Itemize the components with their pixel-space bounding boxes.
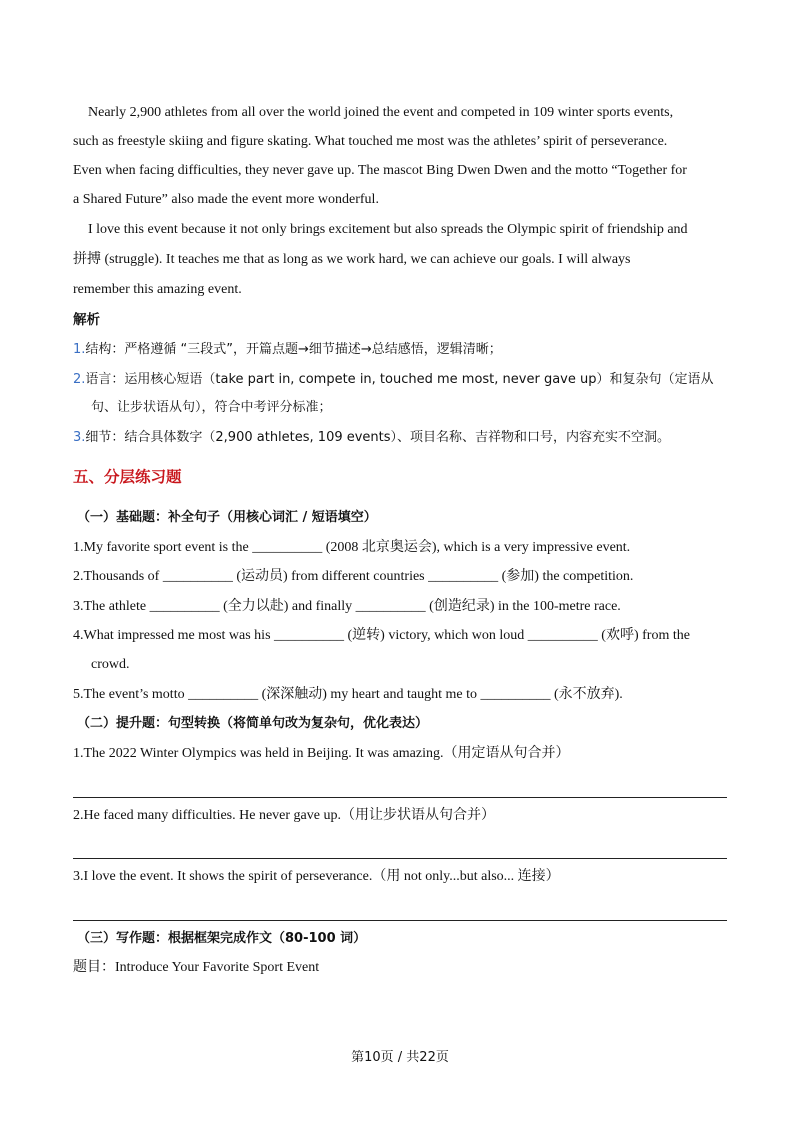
part3-title: （三）写作题：根据框架完成作文（80-100 词） <box>77 931 367 946</box>
question-3: 3.The athlete __________ (全力以赴) and finally __________ (创造纪录) in the 100-metre race. <box>73 599 621 614</box>
item-number: 2. <box>73 372 86 387</box>
essay-line: I love this event because it not only brings excitement but also spreads the Olympic spirit of friendship and <box>88 222 688 237</box>
writing-topic: 题目：Introduce Your Favorite Sport Event <box>73 960 320 975</box>
question-4-continued: crowd. <box>91 657 130 672</box>
question-2: 2.Thousands of __________ (运动员) from different countries __________ (参加) the competition. <box>73 569 634 584</box>
answer-line <box>73 858 727 859</box>
essay-line: 拼搏 (struggle). It teaches me that as long as we work hard, we can achieve our goals. I will always <box>73 252 631 267</box>
question-5: 5.The event’s motto __________ (深深触动) my heart and taught me to __________ (永不放弃). <box>73 687 623 702</box>
essay-line: a Shared Future” also made the event more wonderful. <box>73 192 379 207</box>
answer-line <box>73 920 727 921</box>
item-number: 1. <box>73 342 86 357</box>
part2-title: （二）提升题：句型转换（将简单句改为复杂句，优化表达） <box>77 716 429 731</box>
analysis-item <box>73 371 730 389</box>
transform-question-1: 1.The 2022 Winter Olympics was held in Beijing. It was amazing.（用定语从句合并） <box>73 746 570 761</box>
item-number: 3. <box>73 430 86 445</box>
item-text: 语言：运用核心短语（take part in, compete in, touched me most, never gave up）和复杂句（定语从 <box>85 372 714 387</box>
analysis-item <box>73 429 730 447</box>
analysis-heading: 解析 <box>73 312 100 328</box>
essay-line: remember this amazing event. <box>73 282 242 297</box>
item-text-continued: 句、让步状语从句），符合中考评分标准； <box>91 400 332 415</box>
item-text: 细节：结合具体数字（2,900 athletes, 109 events）、项目名称、吉祥物和口号，内容充实不空洞。 <box>85 430 671 445</box>
question-4: 4.What impressed me most was his __________ (逆转) victory, which won loud __________ (欢呼) from the <box>73 628 690 643</box>
answer-line <box>73 797 727 798</box>
essay-line: Nearly 2,900 athletes from all over the world joined the event and competed in 109 winter sports events, <box>88 105 674 120</box>
essay-line: Even when facing difficulties, they never gave up. The mascot Bing Dwen Dwen and the motto “Together for <box>73 163 687 178</box>
section-title: 五、分层练习题 <box>73 468 182 486</box>
item-text: 结构：严格遵循 “三段式”，开篇点题→细节描述→总结感悟，逻辑清晰； <box>85 342 502 357</box>
transform-question-2: 2.He faced many difficulties. He never gave up.（用让步状语从句合并） <box>73 808 495 823</box>
analysis-item <box>73 341 730 359</box>
question-1: 1.My favorite sport event is the __________ (2008 北京奥运会), which is a very impressive event. <box>73 540 631 555</box>
part1-title: （一）基础题：补全句子（用核心词汇 / 短语填空） <box>77 510 377 525</box>
transform-question-3: 3.I love the event. It shows the spirit of perseverance.（用 not only...but also... 连接） <box>73 869 560 884</box>
page-number: 第10页 / 共22页 <box>351 1050 449 1065</box>
essay-line: such as freestyle skiing and figure skating. What touched me most was the athletes’ spirit of perseverance. <box>73 134 668 149</box>
